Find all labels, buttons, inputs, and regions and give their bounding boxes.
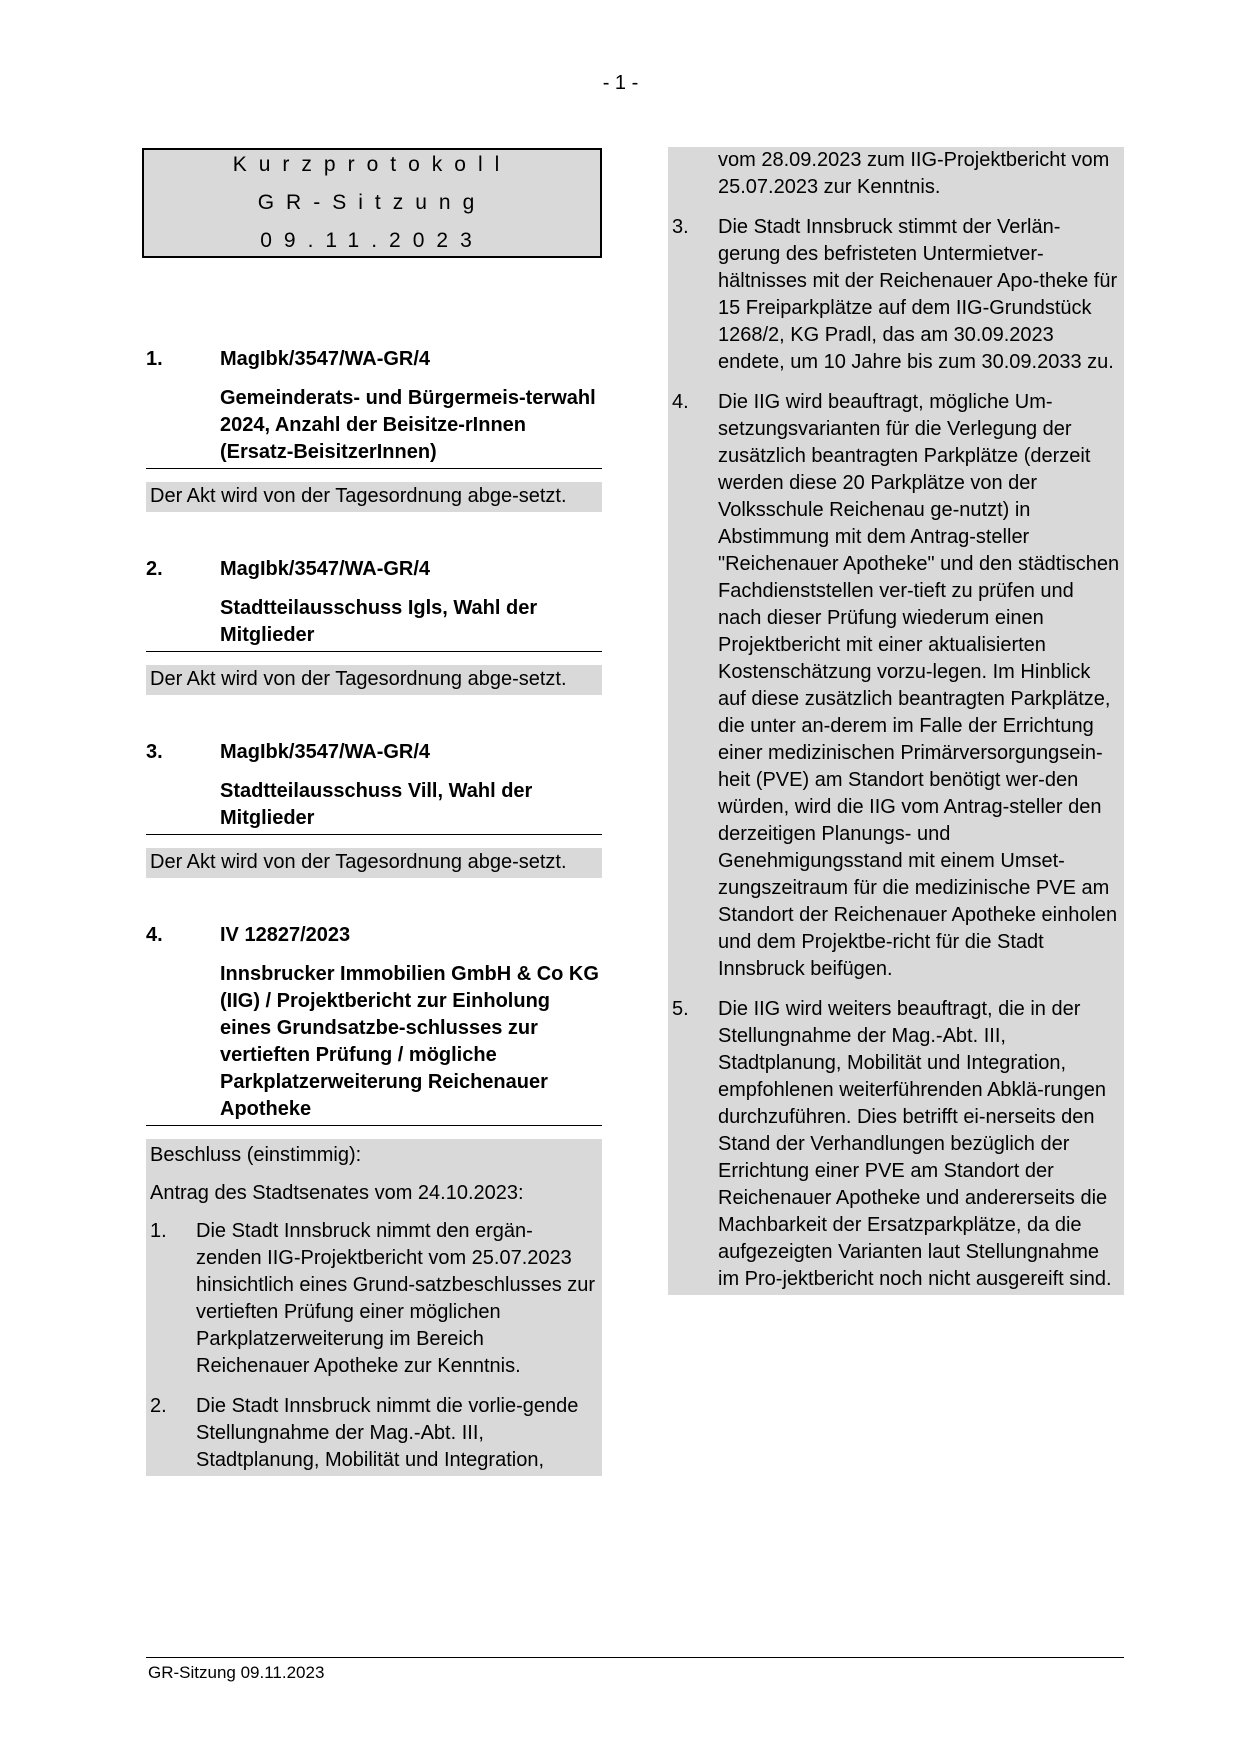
item-reference: MagIbk/3547/WA-GR/4 xyxy=(220,741,431,763)
decision-continuation xyxy=(668,147,1124,1295)
title-line-1: Kurzprotokoll xyxy=(232,153,512,176)
divider xyxy=(146,651,602,652)
agenda-item-3 xyxy=(146,739,602,878)
list-text: Die IIG wird weiters beauftragt, die in der Stellungnahme der Mag.-Abt. III, Stadtplanung, Mobilität und Integration, empfohlenen weiterführenden Abklä-rungen durchzuführen. Dies betrifft ei-nerseits den Stand der Verhandlungen bezüglich der Errichtung einer PVE am Standort der Reichenauer Apotheke und andererseits die Machbarkeit der Ersatzparkplätze, da die aufgezeigten Varianten laut Stellungnahme im Pro-jektbericht noch nicht ausgereift sind. xyxy=(718,998,1112,1290)
divider xyxy=(146,468,602,469)
footer-divider xyxy=(146,1657,1124,1658)
list-item xyxy=(672,386,1120,993)
item-result: Der Akt wird von der Tagesordnung abge-setzt. xyxy=(146,665,602,695)
item-number: 1. xyxy=(146,348,163,370)
item-title: Stadtteilausschuss Igls, Wahl der Mitglieder xyxy=(220,597,538,646)
agenda-item-4 xyxy=(146,922,602,1476)
item-title: Stadtteilausschuss Vill, Wahl der Mitglieder xyxy=(220,780,533,829)
list-number: 4. xyxy=(672,391,689,413)
motion-label: Antrag des Stadtsenates vom 24.10.2023: xyxy=(150,1182,524,1204)
list-item xyxy=(672,993,1120,1295)
item-title: Gemeinderats- und Bürgermeis-terwahl 2024, Anzahl der Beisitze-rInnen (Ersatz-BeisitzerInnen) xyxy=(220,387,596,463)
item-result: Der Akt wird von der Tagesordnung abge-setzt. xyxy=(146,848,602,878)
item-reference: MagIbk/3547/WA-GR/4 xyxy=(220,348,431,370)
list-number: 2. xyxy=(150,1395,167,1417)
item-number: 4. xyxy=(146,924,163,946)
decision-label: Beschluss (einstimmig): xyxy=(150,1144,362,1166)
title-line-2: GR-Sitzung xyxy=(257,191,487,214)
title-line-3: 09.11.2023 xyxy=(260,229,484,252)
divider xyxy=(146,834,602,835)
left-column xyxy=(146,346,602,1508)
item-number: 2. xyxy=(146,558,163,580)
agenda-item-2 xyxy=(146,556,602,695)
item-title: Innsbrucker Immobilien GmbH & Co KG (IIG) / Projektbericht zur Einholung eines Grundsatzbe-schlusses zur vertieften Prüfung / mögliche Parkplatzerweiterung Reichenauer Apotheke xyxy=(220,963,599,1120)
right-column xyxy=(668,147,1124,1295)
list-number: 1. xyxy=(150,1220,167,1242)
list-item xyxy=(672,211,1120,386)
list-text: Die Stadt Innsbruck stimmt der Verlän-gerung des befristeten Untermietver-hältnisses mit der Reichenauer Apo-theke für 15 Freiparkplätze auf dem IIG-Grundstück 1268/2, KG Pradl, das am 30.09.2023 endete, um 10 Jahre bis zum 30.09.2033 zu. xyxy=(718,216,1118,373)
continuation-text: vom 28.09.2023 zum IIG-Projektbericht vom 25.07.2023 zur Kenntnis. xyxy=(718,149,1110,198)
title-box xyxy=(142,148,602,258)
item-reference: IV 12827/2023 xyxy=(220,924,351,946)
list-item xyxy=(150,1390,598,1476)
list-number: 5. xyxy=(672,998,689,1020)
divider xyxy=(146,1125,602,1126)
list-text: Die Stadt Innsbruck nimmt die vorlie-gende Stellungnahme der Mag.-Abt. III, Stadtplanung, Mobilität und Integration, xyxy=(196,1395,579,1471)
item-result: Der Akt wird von der Tagesordnung abge-setzt. xyxy=(146,482,602,512)
page-number: - 1 - xyxy=(602,72,639,94)
item-reference: MagIbk/3547/WA-GR/4 xyxy=(220,558,431,580)
list-number: 3. xyxy=(672,216,689,238)
list-text: Die Stadt Innsbruck nimmt den ergän-zenden IIG-Projektbericht vom 25.07.2023 hinsichtlich eines Grund-satzbeschlusses zur vertieften Prüfung einer möglichen Parkplatzerweiterung im Bereich Reichenauer Apotheke zur Kenntnis. xyxy=(196,1220,596,1377)
list-text: Die IIG wird beauftragt, mögliche Um-setzungsvarianten für die Verlegung der zusätzlich beantragten Parkplätze (derzeit werden diese 20 Parkplätze von der Volksschule Reichenau ge-nutzt) in Abstimmung mit dem Antrag-steller "Reichenauer Apotheke" und den städtischen Fachdienststellen ver-tieft zu prüfen und nach dieser Prüfung wiederum einen Projektbericht mit einer aktualisierten Kostenschätzung vorzu-legen. Im Hinblick auf diese zusätzlich beantragten Parkplätze, die unter an-derem im Falle der Errichtung einer medizinischen Primärversorgungsein-heit (PVE) am Standort benötigt wer-den würden, wird die IIG vom Antrag-steller den derzeitigen Planungs- und Genehmigungsstand mit einem Umset-zungszeitraum für die medizinische PVE am Standort der Reichenauer Apotheke einholen und dem Projektbe-richt für die Stadt Innsbruck beifügen. xyxy=(718,391,1120,980)
list-item xyxy=(150,1215,598,1390)
footer-text: GR-Sitzung 09.11.2023 xyxy=(148,1663,325,1682)
agenda-item-1 xyxy=(146,346,602,512)
item-number: 3. xyxy=(146,741,163,763)
decision-block xyxy=(146,1139,602,1476)
